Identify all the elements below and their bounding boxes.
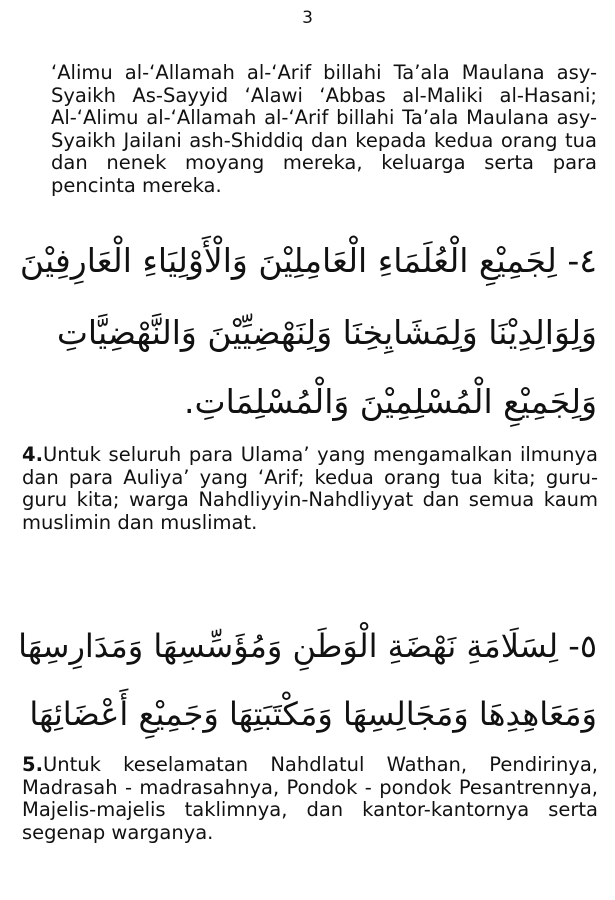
item-number: 5. [22, 753, 43, 776]
page-number: 3 [302, 8, 313, 28]
arabic-line: وَلِوَالِدِيْنَا وَلِمَشَايِخِنَا وَلِنَهْضِيِّيْنَ وَالنَّهْضِيَّاتِ [56, 313, 597, 352]
arabic-line: وَمَعَاهِدِهَا وَمَجَالِسِهَا وَمَكْتَبَتِهَا وَجَمِيْعِ أَعْضَائِهَا [29, 695, 597, 733]
translation-5 [22, 754, 598, 844]
arabic-line: ٤- لِجَمِيْعِ الْعُلَمَاءِ الْعَامِلِيْنَ وَالْأَوْلِيَاءِ الْعَارِفِيْنَ [19, 241, 597, 280]
translation-4 [22, 444, 598, 534]
intro-paragraph: ‘Alimu al-‘Allamah al-‘Arif billahi Ta’ala Maulana asy-Syaikh As-Sayyid ‘Alawi ‘Abbas al-Maliki al-Hasani; Al-‘Alimu al-‘Allamah al-‘Arif billahi Ta’ala Maulana asy-Syaikh Jailani ash-Shiddiq dan kepada kedua orang tua dan nenek moyang mereka, keluarga serta para pencinta mereka. [51, 61, 597, 197]
arabic-line: وَلِجَمِيْعِ الْمُسْلِمِيْنَ وَالْمُسْلِمَاتِ. [184, 382, 597, 421]
arabic-line: ٥- لِسَلَامَةِ نَهْضَةِ الْوَطَنِ وَمُؤَسِّسِهَا وَمَدَارِسِهَا [18, 627, 597, 665]
item-number: 4. [22, 443, 43, 466]
translation-text: Untuk seluruh para Ulama’ yang mengamalkan ilmunya dan para Auliya’ yang ‘Arif; kedua orang tua kita; guru-guru kita; warga Nahdliyyin-Nahdliyyat dan semua kaum muslimin dan muslimat. [22, 443, 598, 534]
translation-text: Untuk keselamatan Nahdlatul Wathan, Pendirinya, Madrasah - madrasahnya, Pondok - pondok Pesantrennya, Majelis-majelis taklimnya, dan kantor-kantornya serta segenap warganya. [22, 753, 598, 844]
